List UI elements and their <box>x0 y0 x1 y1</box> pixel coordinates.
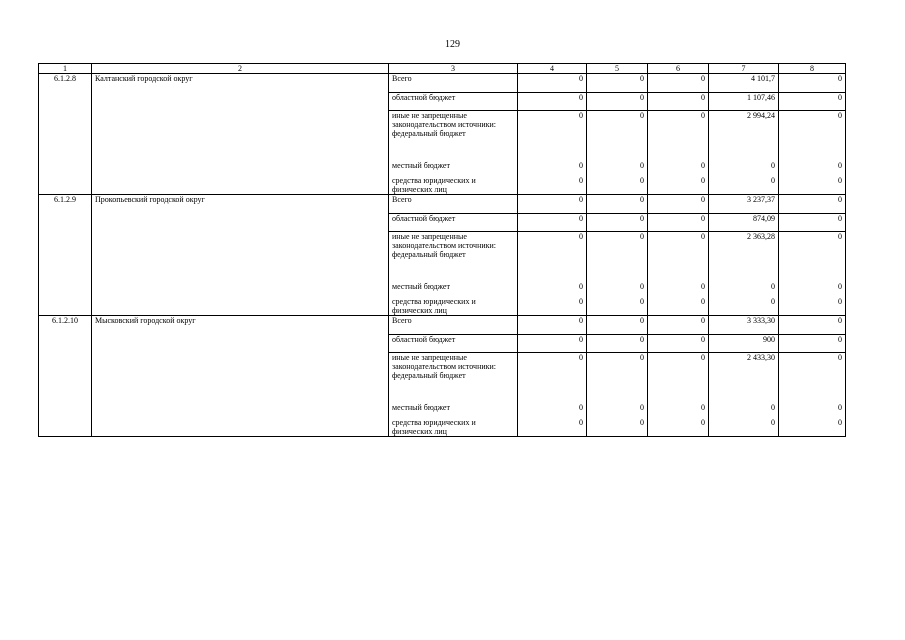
funding-source-label: федеральный бюджет <box>392 250 466 259</box>
funding-source-heading: иные не запрещенные законодательством источники: <box>392 111 497 129</box>
funding-source <box>389 111 518 162</box>
item-code: 6.1.2.10 <box>39 316 92 437</box>
value-cell-6: 0 <box>648 282 709 297</box>
page-number: 129 <box>445 39 460 50</box>
value-cell-7: 2 994,24 <box>709 111 779 162</box>
funding-source: средства юридических и физических лиц <box>389 297 518 316</box>
column-header: 2 <box>92 64 389 74</box>
value-cell-4: 0 <box>518 335 587 353</box>
value-cell-8: 0 <box>779 74 846 93</box>
value-cell-5: 0 <box>587 161 648 176</box>
value-cell-4: 0 <box>518 232 587 283</box>
item-code: 6.1.2.9 <box>39 195 92 316</box>
table-body <box>39 74 846 437</box>
funding-source: областной бюджет <box>389 335 518 353</box>
value-cell-4: 0 <box>518 111 587 162</box>
value-cell-5: 0 <box>587 316 648 335</box>
funding-source: местный бюджет <box>389 161 518 176</box>
item-code: 6.1.2.8 <box>39 74 92 195</box>
value-cell-8: 0 <box>779 316 846 335</box>
funding-source: местный бюджет <box>389 403 518 418</box>
municipality-name: Прокопьевский городской округ <box>92 195 389 316</box>
value-cell-7: 2 433,30 <box>709 353 779 404</box>
funding-source <box>389 353 518 404</box>
column-header: 6 <box>648 64 709 74</box>
value-cell-8: 0 <box>779 111 846 162</box>
column-header: 4 <box>518 64 587 74</box>
value-cell-7: 0 <box>709 403 779 418</box>
value-cell-4: 0 <box>518 316 587 335</box>
value-cell-5: 0 <box>587 176 648 195</box>
funding-source: Всего <box>389 316 518 335</box>
column-header: 3 <box>389 64 518 74</box>
column-header: 1 <box>39 64 92 74</box>
value-cell-6: 0 <box>648 316 709 335</box>
value-cell-7: 0 <box>709 161 779 176</box>
funding-source: средства юридических и физических лиц <box>389 418 518 437</box>
value-cell-5: 0 <box>587 74 648 93</box>
value-cell-5: 0 <box>587 214 648 232</box>
funding-source: Всего <box>389 74 518 93</box>
value-cell-4: 0 <box>518 176 587 195</box>
value-cell-5: 0 <box>587 195 648 214</box>
value-cell-8: 0 <box>779 93 846 111</box>
value-cell-8: 0 <box>779 232 846 283</box>
value-cell-5: 0 <box>587 111 648 162</box>
value-cell-4: 0 <box>518 418 587 437</box>
total-row <box>39 316 846 335</box>
funding-source: областной бюджет <box>389 93 518 111</box>
value-cell-7: 2 363,28 <box>709 232 779 283</box>
value-cell-5: 0 <box>587 232 648 283</box>
column-header: 7 <box>709 64 779 74</box>
value-cell-4: 0 <box>518 161 587 176</box>
value-cell-7: 0 <box>709 176 779 195</box>
value-cell-7: 0 <box>709 297 779 316</box>
funding-source: областной бюджет <box>389 214 518 232</box>
value-cell-5: 0 <box>587 282 648 297</box>
value-cell-6: 0 <box>648 111 709 162</box>
funding-source-heading: иные не запрещенные законодательством источники: <box>392 232 497 250</box>
value-cell-4: 0 <box>518 353 587 404</box>
value-cell-5: 0 <box>587 297 648 316</box>
value-cell-5: 0 <box>587 353 648 404</box>
value-cell-6: 0 <box>648 297 709 316</box>
funding-source-label: федеральный бюджет <box>392 129 466 138</box>
value-cell-4: 0 <box>518 282 587 297</box>
column-header: 5 <box>587 64 648 74</box>
value-cell-5: 0 <box>587 403 648 418</box>
municipality-name: Калтанский городской округ <box>92 74 389 195</box>
value-cell-8: 0 <box>779 282 846 297</box>
value-cell-7: 3 237,37 <box>709 195 779 214</box>
funding-source-heading: иные не запрещенные законодательством источники: <box>392 353 497 371</box>
funding-source: местный бюджет <box>389 282 518 297</box>
value-cell-5: 0 <box>587 335 648 353</box>
value-cell-6: 0 <box>648 353 709 404</box>
value-cell-4: 0 <box>518 195 587 214</box>
value-cell-7: 3 333,30 <box>709 316 779 335</box>
value-cell-7: 900 <box>709 335 779 353</box>
value-cell-7: 4 101,7 <box>709 74 779 93</box>
value-cell-8: 0 <box>779 214 846 232</box>
column-number-row <box>39 64 846 74</box>
value-cell-8: 0 <box>779 418 846 437</box>
value-cell-6: 0 <box>648 418 709 437</box>
value-cell-6: 0 <box>648 74 709 93</box>
value-cell-6: 0 <box>648 176 709 195</box>
total-row <box>39 74 846 93</box>
value-cell-8: 0 <box>779 176 846 195</box>
value-cell-7: 0 <box>709 418 779 437</box>
value-cell-4: 0 <box>518 403 587 418</box>
value-cell-4: 0 <box>518 93 587 111</box>
funding-source-label: федеральный бюджет <box>392 371 466 380</box>
value-cell-8: 0 <box>779 297 846 316</box>
value-cell-4: 0 <box>518 74 587 93</box>
funding-source: Всего <box>389 195 518 214</box>
municipality-name: Мысковский городской округ <box>92 316 389 437</box>
value-cell-8: 0 <box>779 195 846 214</box>
value-cell-7: 0 <box>709 282 779 297</box>
value-cell-8: 0 <box>779 353 846 404</box>
column-header: 8 <box>779 64 846 74</box>
value-cell-6: 0 <box>648 195 709 214</box>
value-cell-8: 0 <box>779 335 846 353</box>
value-cell-8: 0 <box>779 403 846 418</box>
value-cell-7: 1 107,46 <box>709 93 779 111</box>
value-cell-5: 0 <box>587 418 648 437</box>
value-cell-6: 0 <box>648 232 709 283</box>
total-row <box>39 195 846 214</box>
value-cell-6: 0 <box>648 214 709 232</box>
value-cell-8: 0 <box>779 161 846 176</box>
value-cell-5: 0 <box>587 93 648 111</box>
program-funding-table <box>38 63 846 437</box>
value-cell-7: 874,09 <box>709 214 779 232</box>
value-cell-6: 0 <box>648 93 709 111</box>
value-cell-6: 0 <box>648 161 709 176</box>
value-cell-4: 0 <box>518 214 587 232</box>
funding-source: средства юридических и физических лиц <box>389 176 518 195</box>
funding-source <box>389 232 518 283</box>
value-cell-4: 0 <box>518 297 587 316</box>
value-cell-6: 0 <box>648 335 709 353</box>
value-cell-6: 0 <box>648 403 709 418</box>
